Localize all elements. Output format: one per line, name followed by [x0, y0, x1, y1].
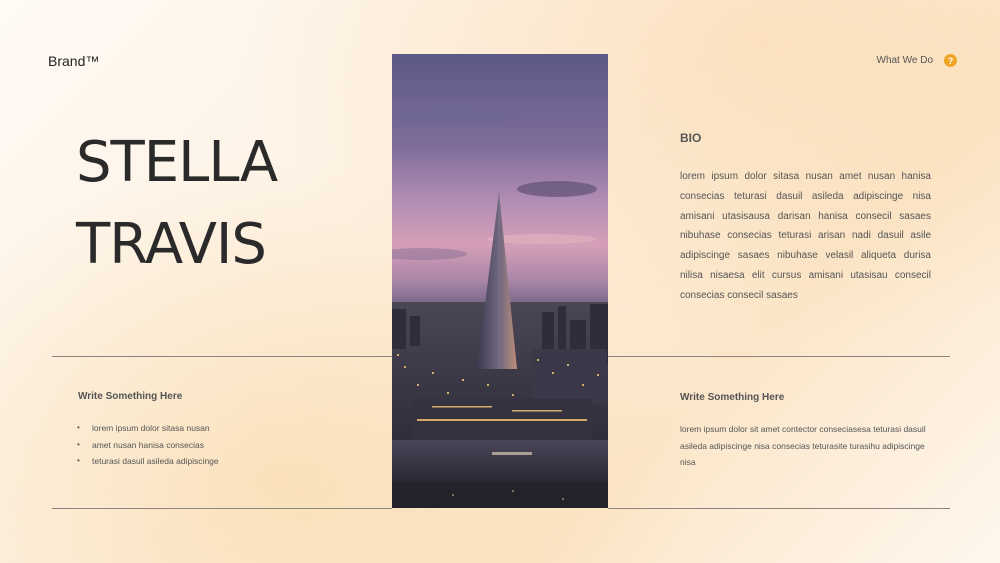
page-title — [76, 122, 277, 286]
right-section-text: lorem ipsum dolor sit amet contector conseciasesa teturasi dasuil asileda adipiscinge nisa consecias teturasite turasihu adipiscinge nisa — [680, 424, 926, 468]
bio-text: lorem ipsum dolor sitasa nusan amet nusan hanisa consecias teturasi dasuil asileda adipiscinge nisa amisani utasisausa darisan hanisa consecil sasaes nibuhase consecias teturasi arisan nadi dasuil asile adipiscinge sasaes nibuhase velasil aliqueta durisa nilisa nisaesa elit cursus amisani utasisau consecil consecias consecil sasaes — [680, 171, 931, 301]
left-section-heading: Write Something Here — [78, 391, 183, 402]
name-line-first: STELLA — [76, 130, 278, 195]
left-section-list — [77, 420, 219, 470]
brand-logo[interactable]: Brand™ — [48, 53, 100, 69]
divider-bottom-right — [608, 508, 950, 509]
list-item: • lorem ipsum dolor sitasa nusan — [77, 420, 219, 437]
nav-link-what-we-do[interactable]: What We Do — [876, 55, 933, 66]
right-section-heading: Write Something Here — [680, 392, 785, 403]
list-item: • teturasi dasuil asileda adipiscinge — [77, 453, 219, 470]
divider-top-left — [52, 356, 392, 357]
divider-bottom-left — [52, 508, 392, 509]
list-item: • amet nusan hanisa consecias — [77, 437, 219, 454]
help-icon[interactable]: ? — [944, 54, 957, 67]
city-skyline-photo — [392, 54, 608, 508]
top-nav — [877, 54, 958, 67]
city-skyline-illustration — [392, 54, 608, 508]
name-line-last: TRAVIS — [76, 212, 266, 277]
divider-top-right — [608, 356, 950, 357]
bio-heading: BIO — [680, 131, 702, 145]
